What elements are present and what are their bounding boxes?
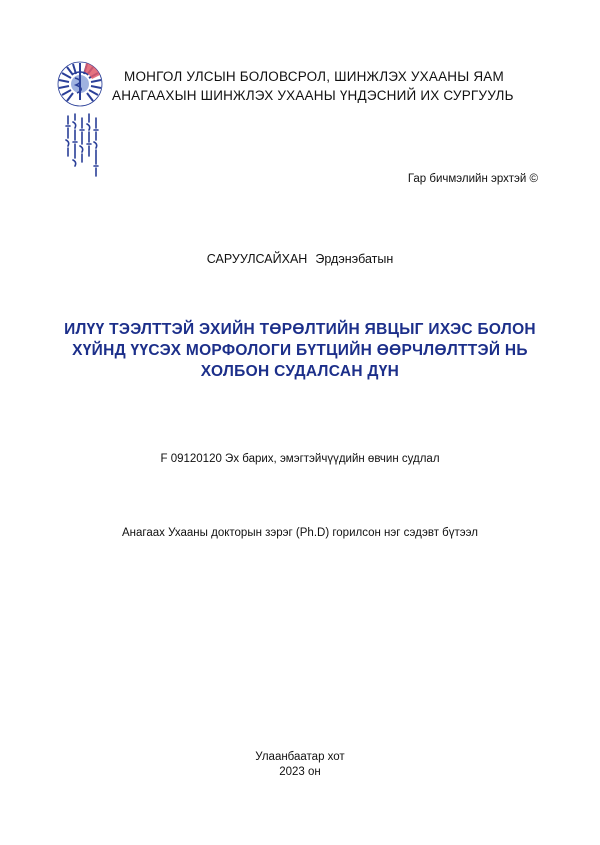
- year: 2023 он: [279, 766, 321, 778]
- dissertation-title: [40, 319, 560, 382]
- place-and-year: [0, 750, 600, 780]
- ministry-name: МОНГОЛ УЛСЫН БОЛОВСРОЛ, ШИНЖЛЭХ УХААНЫ ЯАМ: [124, 69, 504, 84]
- author-surname: САРУУЛСАЙХАН: [206, 252, 308, 266]
- copyright-note: Гар бичмэлийн эрхтэй ©: [407, 173, 538, 185]
- author-name: [0, 252, 600, 266]
- city: Улаанбаатар хот: [255, 751, 345, 763]
- author-given-name: Эрдэнэбатын: [315, 252, 394, 266]
- institution-header: [112, 67, 582, 105]
- degree-statement: Анагаах Ухааны докторын зэрэг (Ph.D) горилсон нэг сэдэвт бүтээл: [122, 527, 478, 539]
- specialty-code: F 09120120 Эх барих, эмэгтэйчүүдийн өвчин судлал: [160, 453, 440, 465]
- university-emblem-icon: [54, 58, 110, 188]
- title-line: ХҮЙНД ҮҮСЭХ МОРФОЛОГИ БҮТЦИЙН ӨӨРЧЛӨЛТТЭЙ НЬ: [72, 342, 528, 359]
- university-name: АНАГААХЫН ШИНЖЛЭХ УХААНЫ ҮНДЭСНИЙ ИХ СУРГУУЛЬ: [112, 88, 514, 103]
- title-line: ИЛҮҮ ТЭЭЛТТЭЙ ЭХИЙН ТӨРӨЛТИЙН ЯВЦЫГ ИХЭС БОЛОН: [64, 321, 536, 338]
- title-line: ХОЛБОН СУДАЛСАН ДҮН: [200, 363, 400, 380]
